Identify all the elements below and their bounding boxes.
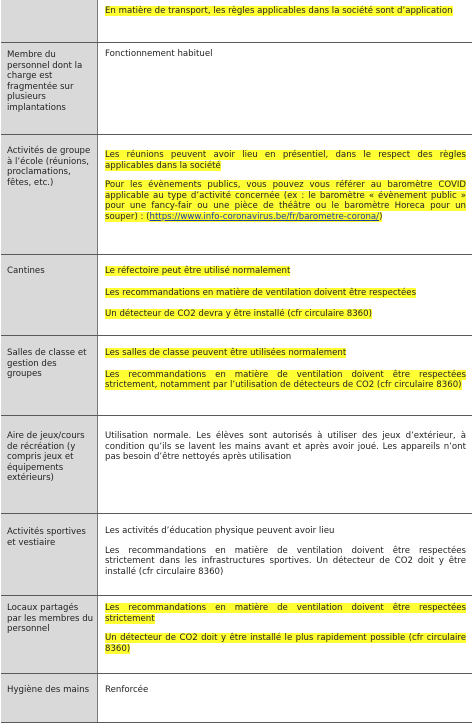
row-label: Hygiène des mains (1, 674, 98, 722)
table-row-cantines (1, 255, 472, 336)
table-row-staff-multi-site (1, 43, 472, 135)
refectory-rule-text: Le réfectoire peut être utilisé normalement (105, 266, 291, 276)
row-content (98, 336, 472, 415)
transport-rule-text: En matière de transport, les règles applicables dans la société sont d’application (105, 6, 453, 16)
row-label (1, 0, 98, 42)
row-content (98, 0, 472, 42)
row-label: Activités de groupe à l’école (réunions, proclamations, fêtes, etc.) (1, 135, 98, 254)
table-row-hand-hygiene (1, 674, 472, 723)
row-content (98, 596, 472, 673)
table-row-transport (1, 0, 472, 43)
shared-rooms-co2-text: Un détecteur de CO2 doit y être installé le plus rapidement possible (cfr circulaire 8360) (105, 633, 466, 654)
table-row-playground (1, 416, 472, 514)
row-content (98, 135, 472, 254)
events-rule-suffix: ) (379, 211, 383, 222)
row-content (98, 255, 472, 335)
row-label: Membre du personnel dont la charge est fragmentée sur plusieurs implantations (1, 43, 98, 134)
classrooms-rule-text: Les salles de classe peuvent être utilisées normalement (105, 348, 347, 358)
sports-ventilation-text: Les recommandations en matière de ventilation doivent être respectées strictement dans les infrastructures sportives. Un détecteur de CO2 doit y être installé (cfr circulaire 8360) (105, 545, 466, 577)
table-row-classrooms (1, 336, 472, 416)
meetings-rule-text: Les réunions peuvent avoir lieu en présentiel, dans le respect des règles applicables dans la société (105, 150, 466, 171)
table-row-group-activities (1, 135, 472, 255)
barometer-link[interactable]: https://www.info-coronavirus.be/fr/barometre-corona/ (149, 211, 380, 222)
row-content (98, 43, 472, 134)
row-content (98, 514, 472, 595)
sports-rule-text: Les activités d’éducation physique peuvent avoir lieu (105, 526, 335, 536)
row-label: Locaux partagés par les membres du personnel (1, 596, 98, 673)
playground-rule-text: Utilisation normale. Les élèves sont autorisés à utiliser des jeux d’extérieur, à condition qu’ils se lavent les mains avant et après avoir joué. Les appareils n’ont pas besoin d’être nettoyés après utilisation (105, 431, 466, 463)
table-row-sports (1, 514, 472, 596)
row-label: Activités sportives et vestiaire (1, 514, 98, 595)
row-label: Aire de jeux/cours de récréation (y compris jeux et équipements extérieurs) (1, 416, 98, 513)
staff-rule-text: Fonctionnement habituel (105, 49, 213, 59)
classrooms-ventilation-text: Les recommandations en matière de ventilation doivent être respectées strictement, notamment par l’utilisation de détecteurs de CO2 (cfr circulaire 8360) (105, 369, 466, 391)
row-label: Cantines (1, 255, 98, 335)
ventilation-rule-text: Les recommandations en matière de ventilation doivent être respectées (105, 287, 417, 298)
hand-hygiene-text: Renforcée (105, 685, 149, 695)
events-rule-text: Pour les évènements publics, vous pouvez vous référer au baromètre COVID applicable au type d’activité concernée (ex : le baromètre « évènement public » pour une fancy-fair ou une pièce de théâtre ou le baromètre Horeca pour un souper) : ( (105, 180, 466, 222)
table-row-shared-rooms (1, 596, 472, 674)
shared-rooms-ventilation-text: Les recommandations en matière de ventilation doivent être respectées strictement (105, 603, 466, 624)
row-content (98, 674, 472, 722)
row-label: Salles de classe et gestion des groupes (1, 336, 98, 415)
row-content (98, 416, 472, 513)
co2-detector-rule-text: Un détecteur de CO2 devra y être installé (cfr circulaire 8360) (105, 309, 372, 320)
